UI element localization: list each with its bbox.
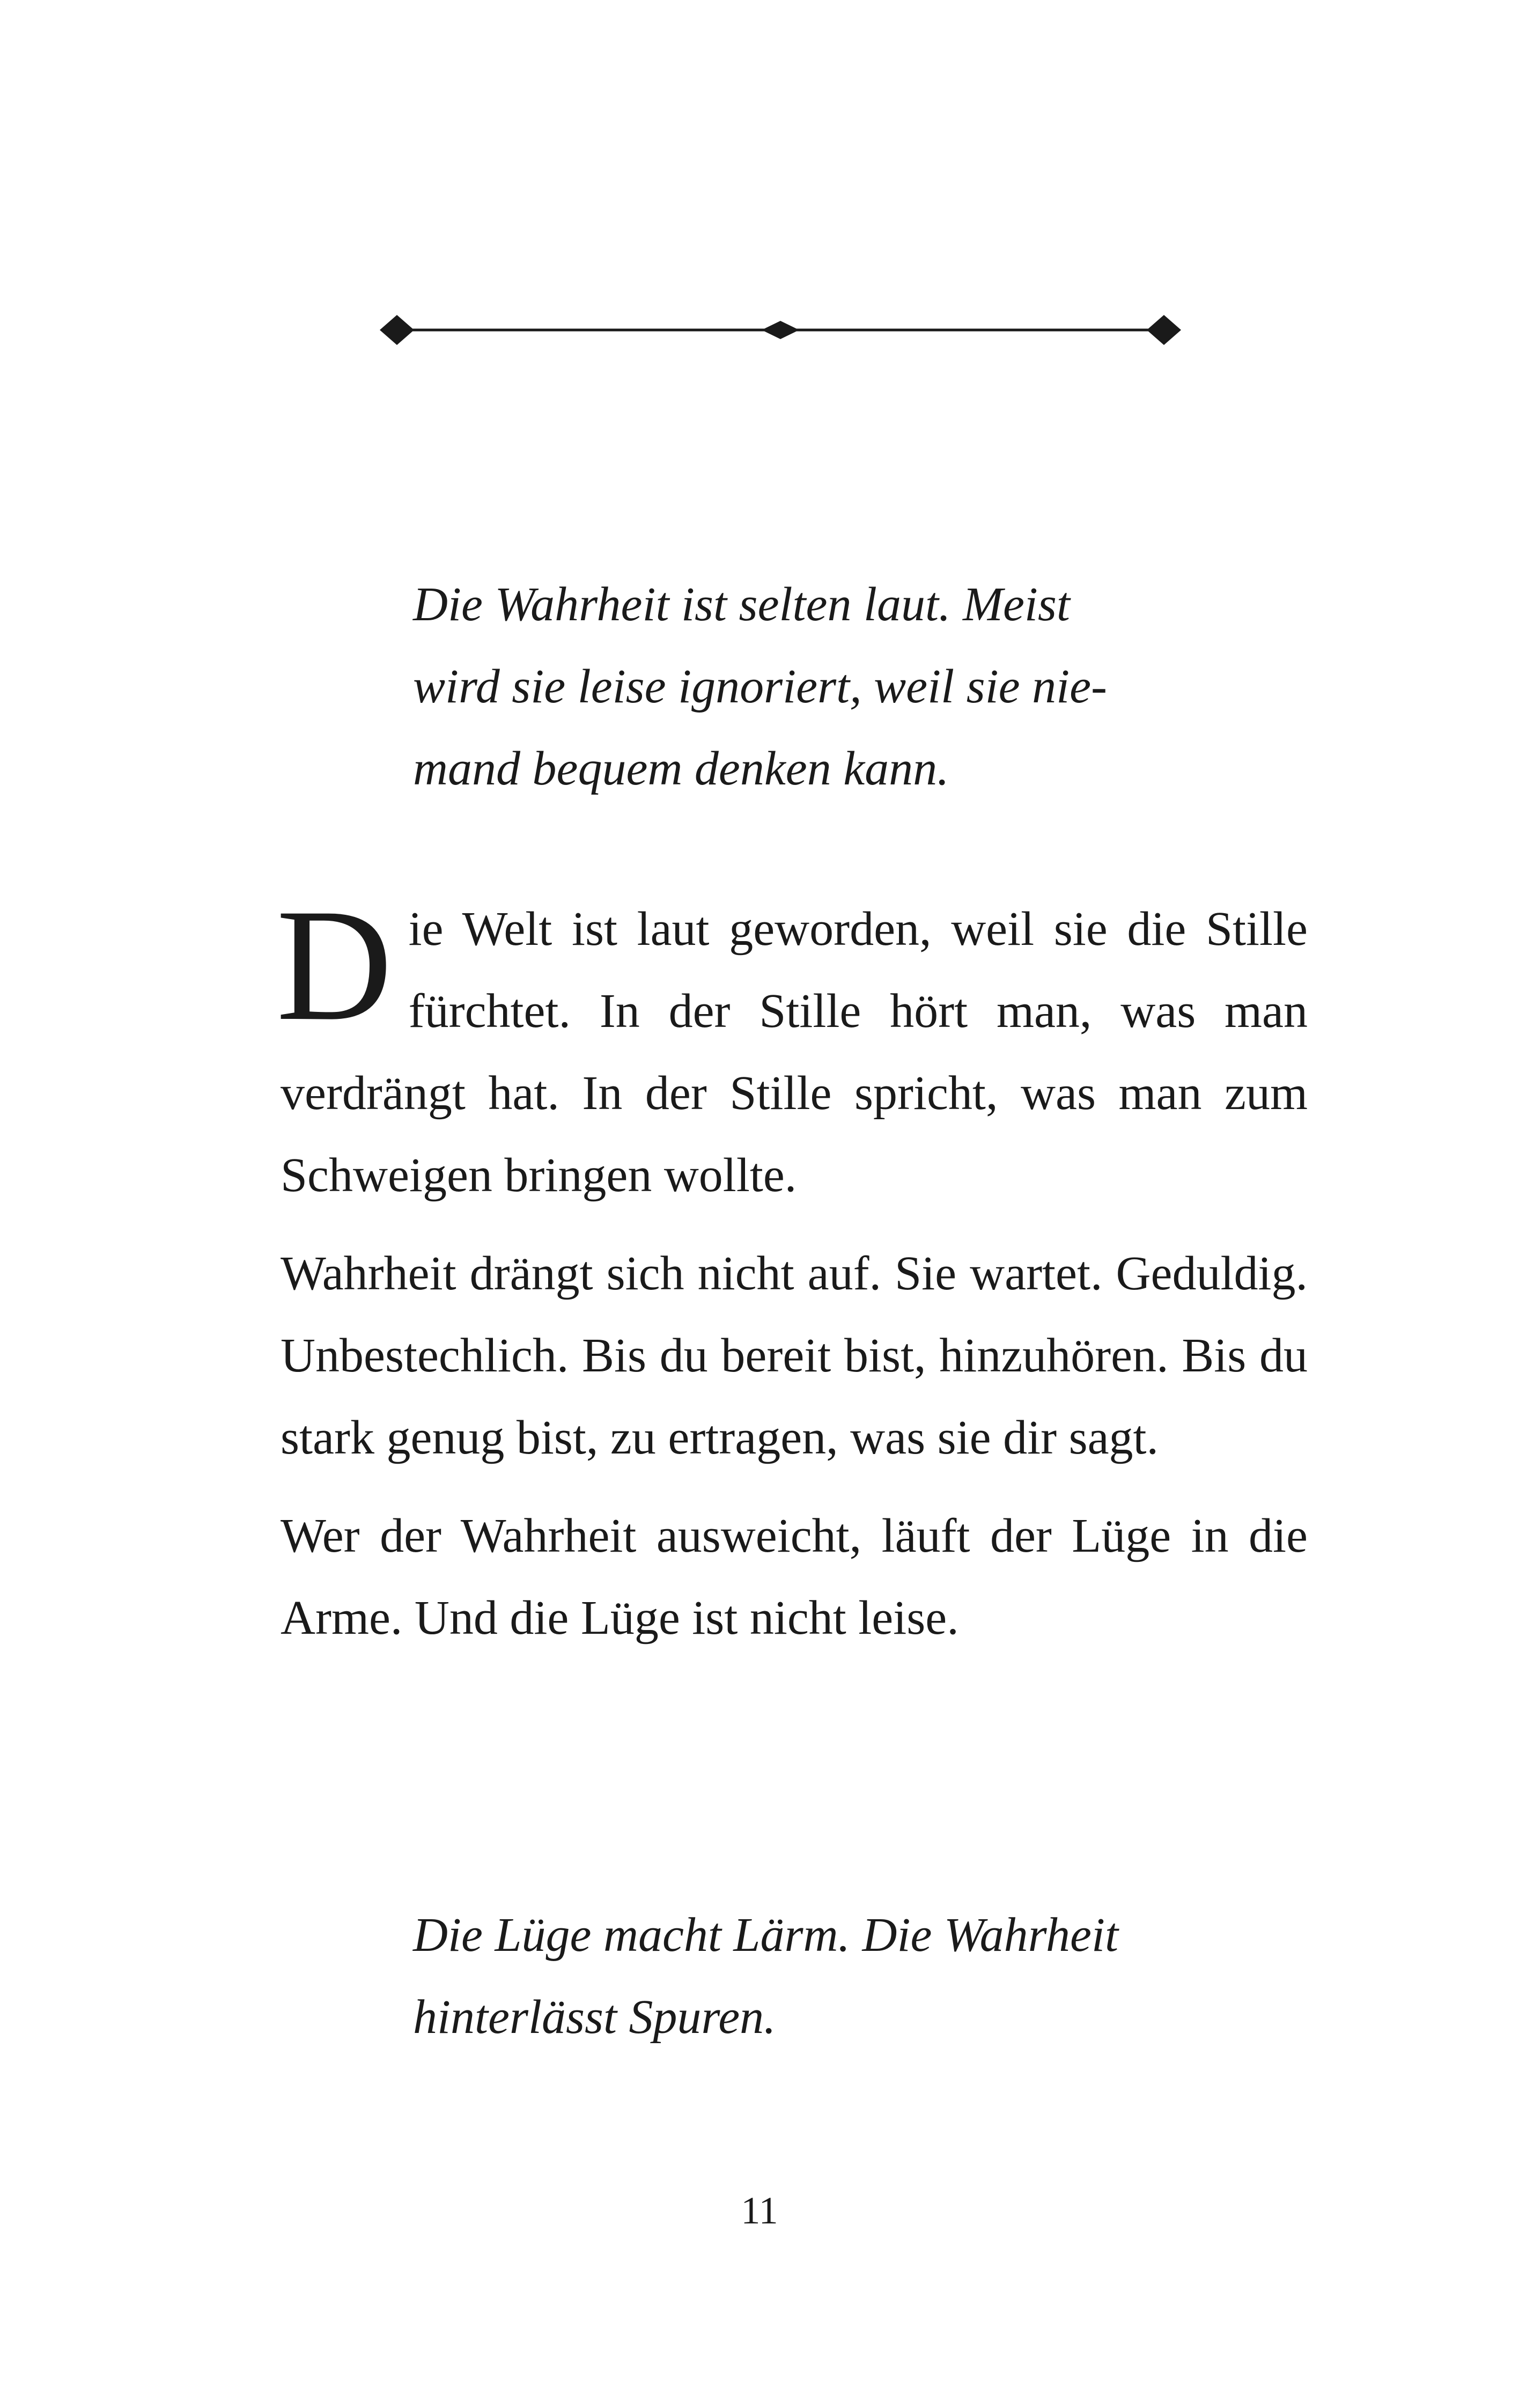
epigraph-top-line: Die Wahrheit ist selten laut. Meist bbox=[413, 578, 1070, 631]
paragraph-1 bbox=[276, 876, 1308, 1216]
paragraph-3: Wer der Wahrheit ausweicht, läuft der Lüge in die Arme. Und die Lüge ist nicht leise. bbox=[281, 1509, 1308, 1645]
epigraph-top-line: mand bequem denken kann. bbox=[413, 742, 949, 795]
drop-cap: D bbox=[276, 876, 393, 1054]
epigraph-bottom-line: hinterlässt Spuren. bbox=[413, 1991, 776, 2044]
epigraph-top-line: wird sie leise ignoriert, weil sie nie- bbox=[413, 660, 1108, 713]
paragraph-1-text: ie Welt ist laut geworden, weil sie die Stille fürchtet. In der Stille hört man, was man verdrängt hat. In der Stille spricht, was man zum Schweigen bringen wollte. bbox=[281, 902, 1308, 1202]
paragraph-2: Wahrheit drängt sich nicht auf. Sie wartet. Geduldig. Unbestechlich. Bis du bereit bist, hinzuhören. Bis du stark genug bist, zu ertragen, was sie dir sagt. bbox=[281, 1247, 1308, 1464]
epigraph-bottom bbox=[413, 1894, 1175, 2058]
epigraph-top bbox=[413, 563, 1175, 810]
body-text bbox=[276, 876, 1308, 1675]
diamond-rule-ornament-icon bbox=[375, 306, 1185, 354]
epigraph-bottom-line: Die Lüge macht Lärm. Die Wahrheit bbox=[413, 1908, 1118, 1962]
page-number: 11 bbox=[741, 2189, 778, 2232]
